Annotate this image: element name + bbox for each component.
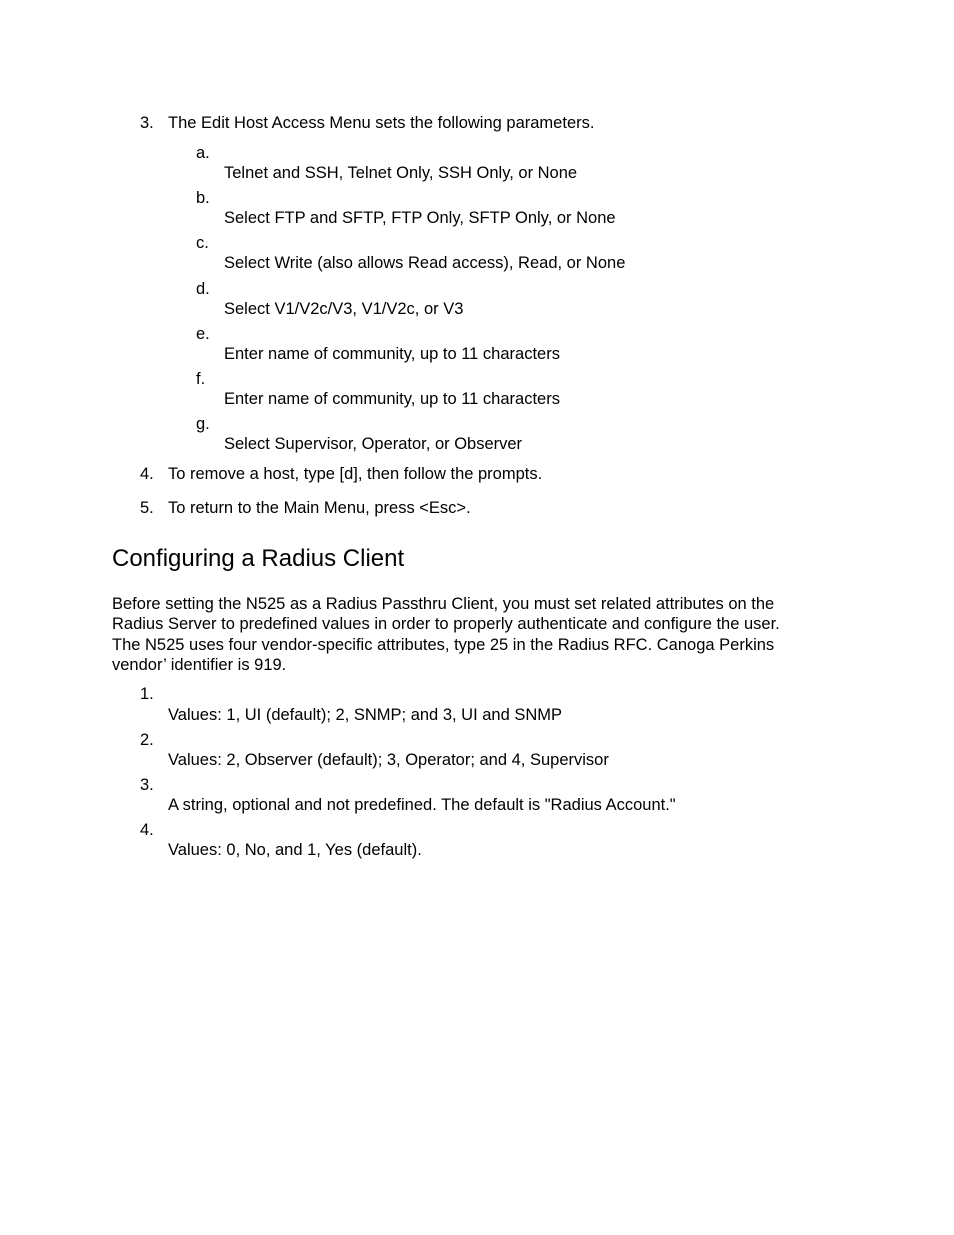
- paragraph-line: Before setting the N525 as a Radius Passthru Client, you must set related attributes on the: [112, 595, 775, 613]
- attribute-3-desc: A string, optional and not predefined. The default is "Radius Account.": [168, 796, 676, 814]
- step-3-number: 3.: [140, 114, 154, 132]
- step-4-text: To remove a host, type [d], then follow the prompts.: [168, 465, 543, 483]
- subitem-b-desc: Select FTP and SFTP, FTP Only, SFTP Only, or None: [224, 209, 616, 227]
- step-4-number: 4.: [140, 465, 154, 483]
- attribute-1-desc: Values: 1, UI (default); 2, SNMP; and 3, UI and SNMP: [168, 706, 563, 724]
- step-3-text: The Edit Host Access Menu sets the following parameters.: [168, 114, 595, 132]
- paragraph-line: The N525 uses four vendor-specific attributes, type 25 in the Radius RFC. Canoga Perkins: [112, 635, 775, 654]
- attribute-3-number: 3.: [140, 776, 154, 794]
- step-5-text: To return to the Main Menu, press <Esc>.: [168, 499, 471, 517]
- subitem-f-desc: Enter name of community, up to 11 characters: [224, 390, 560, 408]
- subitem-g-desc: Select Supervisor, Operator, or Observer: [224, 435, 523, 453]
- subitem-f-letter: f.: [196, 370, 206, 388]
- paragraph-line: Radius Server to predefined values in order to properly authenticate and configure the user.: [112, 615, 780, 634]
- subitem-b-letter: b.: [196, 189, 210, 207]
- attribute-2-desc: Values: 2, Observer (default); 3, Operator; and 4, Supervisor: [168, 751, 609, 769]
- subitem-e-letter: e.: [196, 325, 210, 343]
- subitem-a-letter: a.: [196, 144, 210, 162]
- attribute-4-desc: Values: 0, No, and 1, Yes (default).: [168, 841, 422, 859]
- subitem-e-desc: Enter name of community, up to 11 characters: [224, 345, 560, 363]
- section-paragraph: [112, 594, 832, 675]
- subitem-a-desc: Telnet and SSH, Telnet Only, SSH Only, or None: [224, 164, 578, 182]
- attribute-2-number: 2.: [140, 731, 154, 749]
- attribute-1-number: 1.: [140, 685, 154, 703]
- paragraph-line: vendor’ identifier is 919.: [112, 655, 287, 674]
- subitem-c-desc: Select Write (also allows Read access), Read, or None: [224, 254, 626, 272]
- subitem-d-desc: Select V1/V2c/V3, V1/V2c, or V3: [224, 300, 464, 318]
- subitem-g-letter: g.: [196, 415, 210, 433]
- subitem-c-letter: c.: [196, 234, 209, 252]
- section-heading: Configuring a Radius Client: [112, 545, 405, 572]
- subitem-d-letter: d.: [196, 280, 210, 298]
- attribute-4-number: 4.: [140, 821, 154, 839]
- step-5-number: 5.: [140, 499, 154, 517]
